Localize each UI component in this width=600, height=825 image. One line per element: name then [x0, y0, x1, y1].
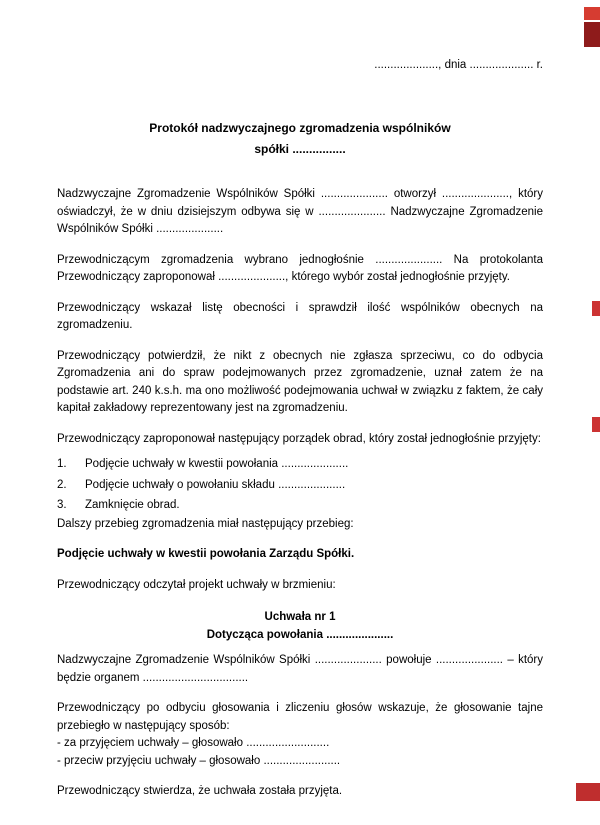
red-edge-marker-bottom [576, 783, 600, 801]
paragraph-chairman-election: Przewodniczącym zgromadzenia wybrano jednogłośnie ..................... Na protokolanta Przewodniczący zaproponował ....................., którego wybór został jednogłośnie przyjęty. [57, 253, 543, 283]
resolution-title [57, 608, 543, 644]
paragraph-agenda-intro: Przewodniczący zaproponował następujący porządek obrad, który został jednogłośnie przyjęty: [57, 432, 541, 445]
paragraph-further-course: Dalszy przebieg zgromadzenia miał następujący przebieg: [57, 517, 354, 530]
document-title [57, 118, 543, 160]
paragraph-attendance: Przewodniczący wskazał listę obecności i sprawdził ilość wspólników obecnych na zgromadzeniu. [57, 301, 543, 331]
agenda-item-number: 3. [57, 499, 67, 511]
paragraph-opening: Nadzwyczajne Zgromadzenie Wspólników Spółki ..................... otworzył ....................., który oświadczył, że w dniu dzisiejszym odbywa się w ..................... Nadzwyczajne Zgromadzenie Wspólników Spółki ..................... [57, 188, 543, 235]
agenda-item-text: Podjęcie uchwały w kwestii powołania ..................... [85, 458, 349, 470]
agenda-item-3 [57, 495, 543, 516]
votes-for-line: - za przyjęciem uchwały – głosowało .......................... [57, 737, 330, 749]
agenda-item-1 [57, 454, 543, 475]
resolution-subject-line: Dotycząca powołania ..................... [206, 629, 394, 641]
paragraph-no-objection: Przewodniczący potwierdził, że nikt z obecnych nie zgłasza sprzeciwu, co do odbycia Zgromadzenia ani do spraw podejmowanych przez zgromadzenie, uznał zatem że na podstawie art. 240 k.s.h. ma ono możliwość podejmowania uchwał w związku z faktem, że cały kapitał zakładowy reprezentowany jest na zgromadzeniu. [57, 349, 543, 414]
resolution-number-line: Uchwała nr 1 [264, 611, 336, 623]
agenda-list [57, 454, 543, 516]
resolution-section-heading: Podjęcie uchwały w kwestii powołania Zarządu Spółki. [57, 548, 355, 560]
paragraph-adopted: Przewodniczący stwierdza, że uchwała została przyjęta. [57, 785, 343, 797]
document-title-line2: spółki ................ [254, 142, 346, 156]
red-edge-marker-middle-lower [592, 417, 600, 432]
agenda-item-text: Zamknięcie obrad. [85, 499, 180, 511]
red-edge-marker-top-small [584, 7, 600, 20]
agenda-item-2 [57, 475, 543, 496]
paragraph-draft-intro: Przewodniczący odczytał projekt uchwały w brzmieniu: [57, 578, 336, 591]
agenda-item-number: 1. [57, 458, 67, 470]
red-edge-marker-middle-upper [592, 301, 600, 316]
red-edge-marker-top-large [584, 22, 600, 47]
paragraph-appointment: Nadzwyczajne Zgromadzenie Wspólników Spółki ..................... powołuje ..................... – który będzie organem ................................. [57, 654, 543, 684]
document-title-line1: Protokół nadzwyczajnego zgromadzenia wspólników [149, 121, 451, 135]
agenda-item-number: 2. [57, 478, 67, 491]
date-line: ...................., dnia .................... r. [374, 59, 543, 71]
paragraph-voting-intro: Przewodniczący po odbyciu głosowania i zliczeniu głosów wskazuje, że głosowanie tajne przebiegło w następujący sposób: [57, 702, 543, 732]
agenda-item-text: Podjęcie uchwały o powołaniu składu ..................... [85, 478, 346, 491]
votes-against-line: - przeciw przyjęciu uchwały – głosowało ........................ [57, 754, 341, 767]
